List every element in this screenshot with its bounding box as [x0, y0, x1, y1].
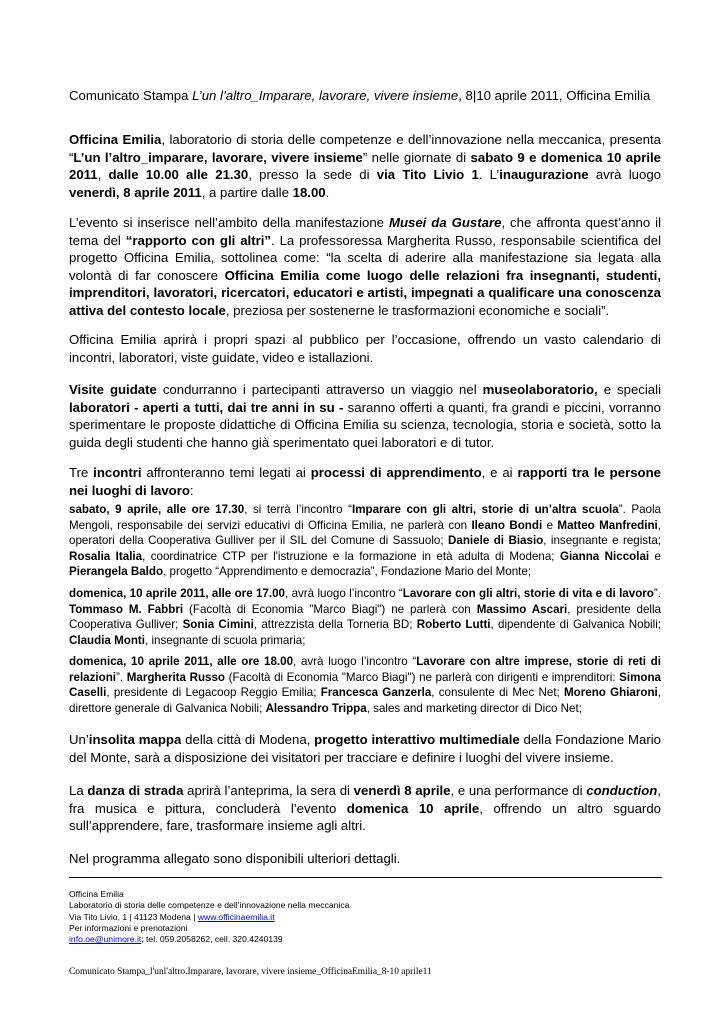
closing-paragraph: Nel programma allegato sono disponibili ulteriori dettagli. — [69, 851, 401, 866]
document-filename: Comunicato Stampa_l'unl'altro.Imparare, lavorare, vivere insieme_OfficinaEmilia_8-10 aprile11 — [69, 967, 432, 977]
map-paragraph: Un’insolita mappa della città di Modena, progetto interattivo multimediale della Fondazione Mario del Monte, sarà a disposizione dei visitatori per tracciare e definire i luoghi del vivere insieme. — [69, 732, 661, 765]
footer-contact-line: info.oe@unimore.it; tel. 059.2058262, cell. 320.4240139 — [69, 934, 283, 945]
intro-paragraph: Officina Emilia, laboratorio di storia delle competenze e dell’innovazione nella meccanica, presenta “L’un l’altro_imparare, lavorare, vivere insieme” nelle giornate di sabato 9 e domenica 10 aprile 2011, dalle 10.00 alle 21.30, presso la sede di via Tito Livio 1. L’inaugurazione avrà luogo venerdì, 8 aprile 2011, a partire dalle 18.00. — [69, 132, 661, 200]
event-saturday: sabato, 9 aprile, alle ore 17.30, si terrà l’incontro “Imparare con gli altri, storie di un’altra scuola”. Paola Mengoli, responsabile dei servizi educativi di Officina Emilia, ne parlerà con Ileano Bondi e Matteo Manfredini, operatori della Cooperativa Gulliver per il SIL del Comune di Sassuolo; Daniele di Biasio, insegnante e regista; Rosalia Italia, coordinatrice CTP per l'istruzione e la formazione in età adulta di Modena; Gianna Niccolai e Pierangela Baldo, progetto “Apprendimento e democrazia”, Fondazione Mario del Monte; — [69, 503, 661, 579]
website-link[interactable]: www.officinaemilia.it — [197, 911, 275, 922]
event-sunday-1800: domenica, 10 aprile 2011, alle ore 18.00, avrà luogo l’incontro “Lavorare con altre imprese, storie di reti di relazioni”. Margherita Russo (Facoltà di Economia "Marco Biagi") ne parlerà con dirigenti e imprenditori: Simona Caselli, presidente di Legacoop Reggio Emilia; Francesca Ganzerla, consulente di Mec Net; Moreno Ghiaroni, direttore generale di Galvanica Nobili; Alessandro Trippa, sales and marketing director di Dico Net; — [69, 655, 662, 715]
performance-paragraph: La danza di strada aprirà l’anteprima, la sera di venerdì 8 aprile, e una performance di conduction, fra musica e pittura, concluderà l’evento domenica 10 aprile, offrendo un altro sguardo sull’apprendere, fare, trasformare insieme agli altri. — [69, 783, 661, 834]
meetings-intro-paragraph: Tre incontri affronteranno temi legati ai processi di apprendimento, e ai rapporti tra le persone nei luoghi di lavoro: — [69, 465, 661, 498]
event-sunday-1700: domenica, 10 aprile 2011, alle ore 17.00, avrà luogo l’incontro “Lavorare con gli altri, storie di vita e di lavoro”. Tommaso M. Fabbri (Facoltà di Economia "Marco Biagi") ne parlerà con Massimo Ascari, presidente della Cooperativa Gulliver; Sonia Cimini, attrezzista della Torneria BD; Roberto Lutti, dipendente di Galvanica Nobili; Claudia Monti, insegnante di scuola primaria; — [69, 587, 661, 647]
footer-contacts — [69, 889, 569, 945]
guided-tours-paragraph: Visite guidate condurranno i partecipanti attraverso un viaggio nel museolaboratorio, e speciali laboratori - aperti a tutti, dai tre anni in su - saranno offerti a quanti, fra grandi e piccini, vorranno sperimentare le proposte didattiche di Officina Emilia su scienza, tecnologia, storia e società, sotto la guida degli studenti che hanno già sperimentato quei laboratori e di tutor. — [69, 382, 662, 450]
context-paragraph: L’evento si inserisce nell’ambito della manifestazione Musei da Gustare, che affronta quest’anno il tema del “rapporto con gli altri”. La professoressa Margherita Russo, responsabile scientifica del progetto Officina Emilia, sottolinea come: “la scelta di aderire alla manifestazione sia legata alla volontà di far conoscere Officina Emilia come luogo delle relazioni fra insegnanti, studenti, imprenditori, lavoratori, ricercatori, educatori e artisti, impegnati a qualificare una conoscenza attiva del contesto locale, preziosa per sostenerne le trasformazioni economiche e sociali”. — [69, 215, 662, 318]
footer-info: Per informazioni e prenotazioni — [69, 922, 188, 933]
footer-address-line: Via Tito Livio, 1 | 41123 Modena | www.officinaemilia.it — [69, 911, 275, 922]
footer-description: Laboratorio di storia delle competenze e dell’innovazione nella meccanica — [69, 900, 350, 911]
document-heading: Comunicato Stampa L’un l’altro_Imparare, lavorare, vivere insieme, 8|10 aprile 2011, Officina Emilia — [69, 88, 651, 103]
email-link[interactable]: info.oe@unimore.it — [69, 934, 142, 945]
footer-divider — [69, 877, 662, 878]
footer-org: Officina Emilia — [69, 889, 124, 899]
program-paragraph: Officina Emilia aprirà i propri spazi al pubblico per l’occasione, offrendo un vasto calendario di incontri, laboratori, viste guidate, video e istallazioni. — [69, 332, 661, 365]
